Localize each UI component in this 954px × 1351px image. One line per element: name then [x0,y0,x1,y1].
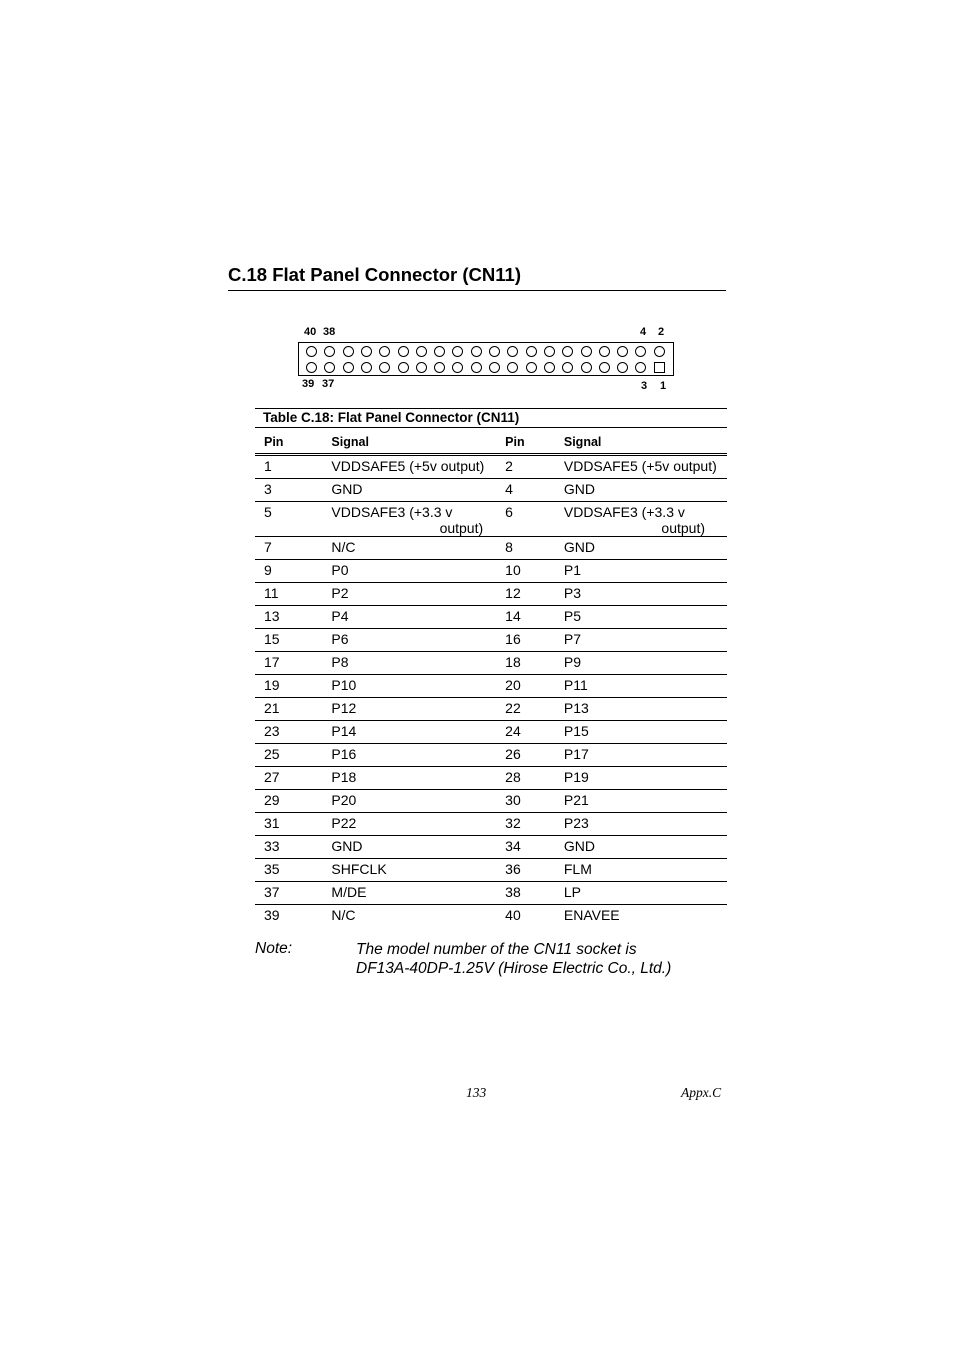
pin-cell: 16 [505,629,564,652]
pin-cell: 15 [255,629,331,652]
pin-hole [324,362,335,373]
pin-hole [306,362,317,373]
table-row [255,790,727,813]
pin-hole [434,362,445,373]
table-row [255,629,727,652]
signal-cell: P11 [564,675,727,698]
pin-cell: 8 [505,537,564,560]
pin-hole [507,346,518,357]
pin-label-4: 4 [640,326,647,338]
pin-label-37: 37 [322,378,335,390]
pin-hole [361,362,372,373]
table-row [255,675,727,698]
signal-cell: SHFCLK [331,859,505,882]
pin-hole [544,362,555,373]
pin-cell: 5 [255,502,331,537]
signal-cell: P8 [331,652,505,675]
pin-cell: 37 [255,882,331,905]
signal-text: VDDSAFE3 (+3.3 v [563,504,685,520]
pin-hole [635,346,646,357]
signal-cell: VDDSAFE5 (+5v output) [564,455,727,479]
signal-cell: P10 [331,675,505,698]
pin-hole [544,346,555,357]
pin-cell: 14 [505,606,564,629]
pin-hole [581,346,592,357]
pin-cell: 3 [255,479,331,502]
pin-cell: 9 [255,560,331,583]
pin-cell: 25 [255,744,331,767]
signal-cell: P20 [331,790,505,813]
pin-hole [617,362,628,373]
pin-cell: 29 [255,790,331,813]
signal-cell: ENAVEE [563,907,620,923]
table-row [255,479,727,502]
pin-hole [489,346,500,357]
pin-cell: 12 [505,583,564,606]
signal-cell: P3 [564,583,727,606]
pin-cell: 31 [255,813,331,836]
table-row [255,905,727,928]
pin-1-square [654,362,665,373]
note-line: The model number of the CN11 socket is [356,941,637,958]
pin-hole [434,346,445,357]
pin-cell: 17 [255,652,331,675]
pin-hole [416,362,427,373]
pin-cell: 6 [505,502,564,537]
pin-hole [452,362,463,373]
signal-cell [564,502,727,537]
table-row [255,583,727,606]
pin-hole [361,346,372,357]
signal-cell: P15 [564,721,727,744]
table-row [255,813,727,836]
table-caption: Table C.18: Flat Panel Connector (CN11) [255,408,727,428]
pin-cell: 18 [505,652,564,675]
signal-cell: P19 [564,767,727,790]
pin-cell: 4 [505,479,564,502]
pin-hole [343,362,354,373]
table-row [255,652,727,675]
page-number: 133 [466,1085,487,1100]
pin-cell: 19 [255,675,331,698]
connector-body [298,342,674,376]
table-row [255,744,727,767]
pin-hole [599,362,610,373]
pin-cell: 22 [505,698,564,721]
pin-hole [471,346,482,357]
pin-hole [416,346,427,357]
signal-cell: P0 [331,560,505,583]
pin-cell: 21 [255,698,331,721]
pin-cell: 26 [505,744,564,767]
connector-diagram [298,324,674,394]
pin-hole [324,346,335,357]
note-text [356,940,736,978]
signal-cell: P12 [331,698,505,721]
signal-cell: M/DE [331,882,505,905]
header-signal: Signal [331,429,505,455]
pin-hole [398,362,409,373]
signal-text: output) [439,520,484,536]
signal-cell: P4 [331,606,505,629]
pin-hole [398,346,409,357]
pin-cell: 38 [505,882,564,905]
pin-label-39: 39 [302,378,315,390]
note-line: DF13A-40DP-1.25V (Hirose Electric Co., Ltd.) [356,960,672,977]
pin-hole [379,362,390,373]
appendix-label: Appx.C [681,1085,722,1100]
pin-hole [581,362,592,373]
signal-cell: P22 [331,813,505,836]
note-label: Note: [255,940,293,957]
signal-cell: P9 [564,652,727,675]
pin-hole [306,346,317,357]
signal-cell: P5 [564,606,727,629]
pin-cell: 32 [505,813,564,836]
pin-label-3: 3 [641,380,648,392]
signal-cell: FLM [564,859,727,882]
signal-cell: P16 [331,744,505,767]
pin-hole [635,362,646,373]
table-row [255,606,727,629]
signal-cell: LP [564,882,727,905]
signal-cell: P2 [331,583,505,606]
pin-hole [526,362,537,373]
table-row [255,537,727,560]
pin-cell: 13 [255,606,331,629]
pin-label-38: 38 [323,326,336,338]
table-row [255,698,727,721]
pin-cell: 23 [255,721,331,744]
signal-cell: VDDSAFE5 (+5v output) [331,455,505,479]
table-row [255,560,727,583]
pin-hole [471,362,482,373]
pin-cell: 39 [264,907,280,923]
pin-table [255,429,727,927]
signal-cell: GND [331,479,505,502]
header-pin: Pin [255,429,331,455]
table-row [255,859,727,882]
pin-cell: 7 [255,537,331,560]
pin-cell: 40 [505,907,521,923]
pin-label-40: 40 [304,326,317,338]
pin-cell: 2 [505,455,564,479]
signal-text: VDDSAFE3 (+3.3 v [331,504,453,520]
table-row [255,882,727,905]
pin-hole [617,346,628,357]
table-header-row [255,429,727,455]
pin-hole [489,362,500,373]
header-signal: Signal [564,429,727,455]
signal-cell: P17 [564,744,727,767]
pin-cell: 1 [255,455,331,479]
signal-cell: GND [564,479,727,502]
signal-cell: N/C [331,537,505,560]
pin-cell: 20 [505,675,564,698]
signal-cell: P18 [331,767,505,790]
pin-hole [526,346,537,357]
pin-label-2: 2 [658,326,665,338]
pin-hole [562,346,573,357]
pin-hole [654,346,665,357]
signal-cell: P1 [564,560,727,583]
pin-cell: 33 [255,836,331,859]
table-row [255,767,727,790]
signal-cell: P14 [331,721,505,744]
table-row [255,721,727,744]
signal-cell [331,502,505,537]
table-row [255,836,727,859]
pin-cell: 36 [505,859,564,882]
signal-cell: P23 [564,813,727,836]
pin-hole [343,346,354,357]
pin-cell: 11 [255,583,331,606]
pin-cell: 27 [255,767,331,790]
signal-cell: GND [564,537,727,560]
signal-cell: P21 [564,790,727,813]
pin-cell: 35 [255,859,331,882]
signal-cell: P7 [564,629,727,652]
table-row [255,455,727,479]
pin-cell: 10 [505,560,564,583]
pin-cell: 28 [505,767,564,790]
table-row [255,502,727,537]
signal-text: output) [661,520,705,536]
pin-cell: 34 [505,836,564,859]
signal-cell: P6 [331,629,505,652]
pin-hole [452,346,463,357]
signal-cell: P13 [564,698,727,721]
pin-hole [562,362,573,373]
pin-hole [599,346,610,357]
signal-cell: GND [564,836,727,859]
signal-cell: N/C [331,907,356,923]
pin-hole [379,346,390,357]
signal-cell: GND [331,836,505,859]
pin-cell: 30 [505,790,564,813]
section-title: C.18 Flat Panel Connector (CN11) [228,264,726,291]
pin-cell: 24 [505,721,564,744]
pin-hole [507,362,518,373]
header-pin: Pin [505,429,564,455]
pin-label-1: 1 [660,380,667,392]
